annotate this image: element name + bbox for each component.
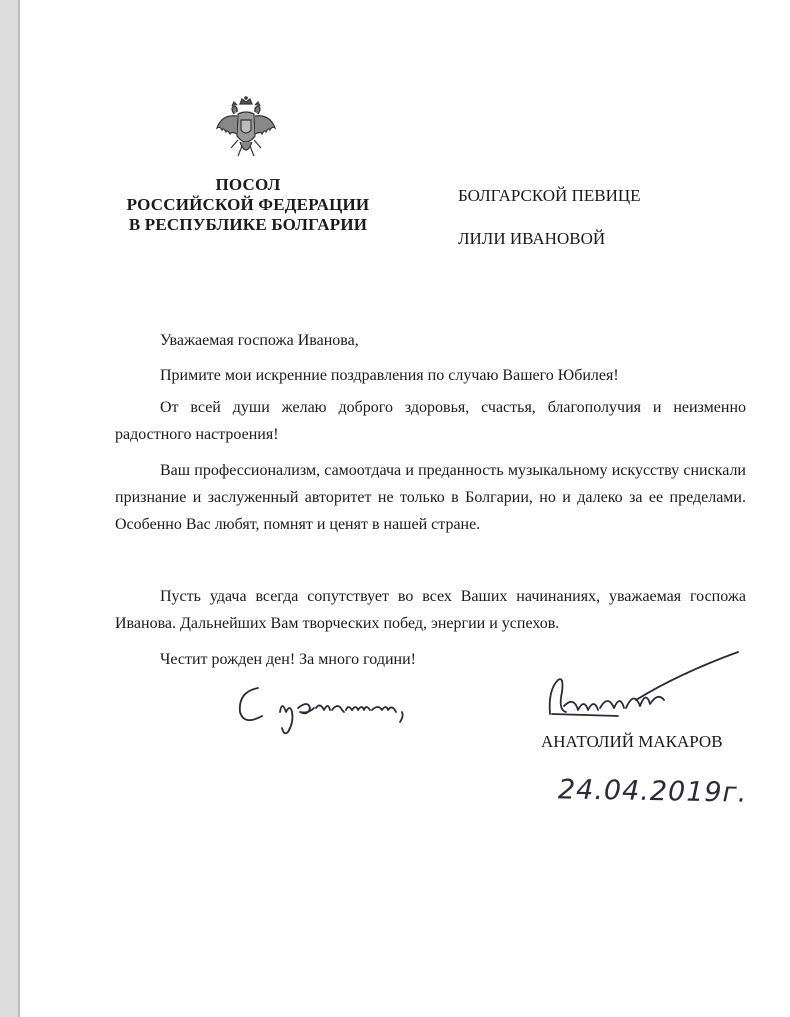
sender-line-2: РОССИЙСКОЙ ФЕДЕРАЦИИ bbox=[126, 195, 370, 214]
letter-paragraph-3: Ваш профессионализм, самоотдача и преданность музыкальному искусству снискали признание и заслуженный авторитет не только в Болгарии, но и далеко за ее пределами. Особенно Вас любят, помнят и ценят в нашей стране. bbox=[115, 462, 746, 533]
handwritten-date: 24.04.2019г. bbox=[557, 774, 748, 809]
signature-name: АНАТОЛИЙ МАКАРОВ bbox=[541, 732, 723, 751]
double-headed-eagle-emblem-icon bbox=[214, 96, 278, 168]
sender-line-1: ПОСОЛ bbox=[215, 175, 281, 194]
sender-block bbox=[98, 175, 398, 235]
letter-paragraph-2: От всей души желаю доброго здоровья, счастья, благополучия и неизменно радостного настроения! bbox=[115, 399, 746, 443]
letter-paragraph-5: Честит рожден ден! За много години! bbox=[160, 651, 416, 668]
letter-paragraph-1: Примите мои искренние поздравления по случаю Вашего Юбилея! bbox=[160, 367, 619, 384]
letter-page bbox=[18, 0, 790, 1017]
recipient-line-2: ЛИЛИ ИВАНОВОЙ bbox=[458, 229, 606, 248]
letter-greeting: Уважаемая госпожа Иванова, bbox=[160, 332, 359, 349]
recipient-line-1: БОЛГАРСКОЙ ПЕВИЦЕ bbox=[458, 186, 641, 205]
letter-paragraph-4: Пусть удача всегда сопутствует во всех Ваших начинаниях, уважаемая госпожа Иванова. Дальнейших Вам творческих побед, энергии и успехов. bbox=[115, 588, 746, 632]
handwritten-regards bbox=[240, 688, 403, 733]
sender-line-3: В РЕСПУБЛИКЕ БОЛГАРИИ bbox=[128, 215, 368, 234]
page-edge bbox=[18, 0, 20, 1017]
